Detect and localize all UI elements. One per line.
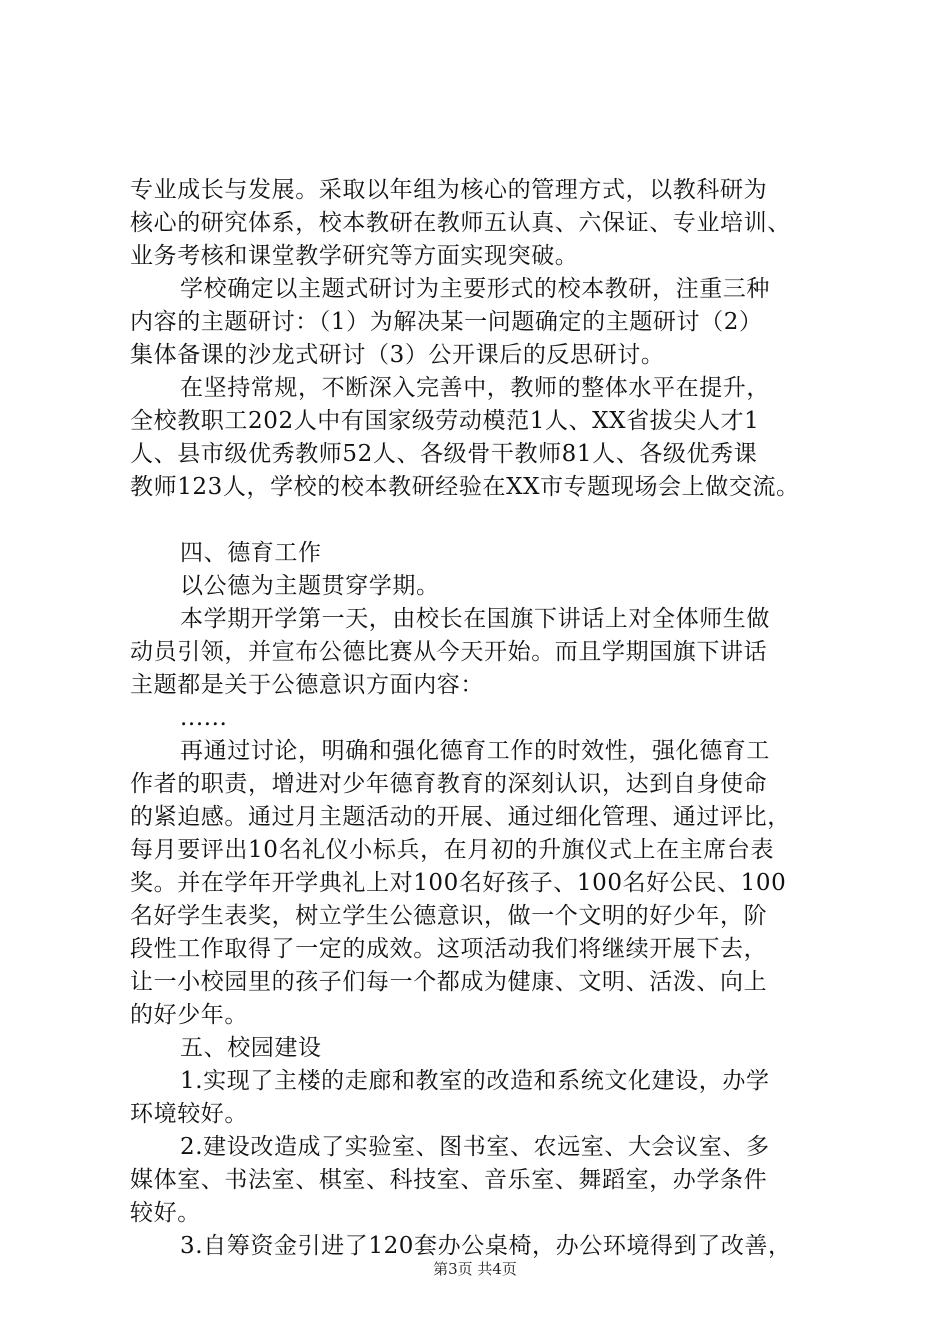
text-line: 业务考核和课堂教学研究等方面实现突破。 xyxy=(130,243,579,269)
paragraph-start-line: 再通过讨论，明确和强化德育工作的时效性，强化德育工 xyxy=(180,738,770,764)
text-line: 全校教职工202人中有国家级劳动模范1人、XX省拔尖人才1 xyxy=(130,408,760,434)
text-line: 较好。 xyxy=(130,1200,201,1226)
paragraph-start-line: 本学期开学第一天，由校长在国旗下讲话上对全体师生做 xyxy=(180,606,770,632)
text-line: 专业成长与发展。采取以年组为核心的管理方式，以教科研为 xyxy=(130,177,768,203)
text-line: 名好学生表奖，树立学生公德意识，做一个文明的好少年，阶 xyxy=(130,903,768,929)
text-line: 主题都是关于公德意识方面内容： xyxy=(130,672,484,698)
paragraph-start-line: 学校确定以主题式研讨为主要形式的校本教研，注重三种 xyxy=(180,276,770,302)
text-line: 媒体室、书法室、棋室、科技室、音乐室、舞蹈室，办学条件 xyxy=(130,1167,768,1193)
text-line: 的紧迫感。通过月主题活动的开展、通过细化管理、通过评比， xyxy=(130,804,791,830)
page-number-label: 第3页 共4页 xyxy=(433,1260,517,1278)
text-line: 每月要评出10名礼仪小标兵，在月初的升旗仪式上在主席台表 xyxy=(130,837,775,863)
paragraph-start-line: 以公德为主题贯穿学期。 xyxy=(180,573,440,599)
text-line: 核心的研究体系，校本教研在教师五认真、六保证、专业培训、 xyxy=(130,210,791,236)
section-heading-campus-construction: 五、校园建设 xyxy=(180,1035,322,1061)
section-heading-moral-education: 四、德育工作 xyxy=(180,540,322,566)
list-item-3: 3.自筹资金引进了120套办公桌椅，办公环境得到了改善， xyxy=(180,1233,792,1259)
blank-line xyxy=(130,504,830,537)
text-line: 作者的职责，增进对少年德育教育的深刻认识，达到自身使命 xyxy=(130,771,768,797)
text-line: 内容的主题研讨：（1）为解决某一问题确定的主题研讨（2） xyxy=(130,309,763,335)
document-body xyxy=(130,174,830,1263)
text-line: 的好少年。 xyxy=(130,1002,248,1028)
list-item-1: 1.实现了主楼的走廊和教室的改造和系统文化建设，办学 xyxy=(180,1068,770,1094)
text-line: 教师123人，学校的校本教研经验在XX市专题现场会上做交流。 xyxy=(130,474,800,500)
text-line: 奖。并在学年开学典礼上对100名好孩子、100名好公民、100 xyxy=(130,870,787,896)
text-line: 集体备课的沙龙式研讨（3）公开课后的反思研讨。 xyxy=(130,342,665,368)
paragraph-start-line: 在坚持常规，不断深入完善中，教师的整体水平在提升， xyxy=(180,375,770,401)
list-item-2: 2.建设改造成了实验室、图书室、农远室、大会议室、多 xyxy=(180,1134,770,1160)
text-line: 让一小校园里的孩子们每一个都成为健康、文明、活泼、向上 xyxy=(130,969,768,995)
text-line: 环境较好。 xyxy=(130,1101,248,1127)
text-line: 动员引领，并宣布公德比赛从今天开始。而且学期国旗下讲话 xyxy=(130,639,768,665)
text-line: 段性工作取得了一定的成效。这项活动我们将继续开展下去， xyxy=(130,936,768,962)
text-line: 人、县市级优秀教师52人、各级骨干教师81人、各级优秀课 xyxy=(130,441,758,467)
page-footer xyxy=(0,1259,950,1279)
ellipsis-line: ...... xyxy=(180,705,228,731)
